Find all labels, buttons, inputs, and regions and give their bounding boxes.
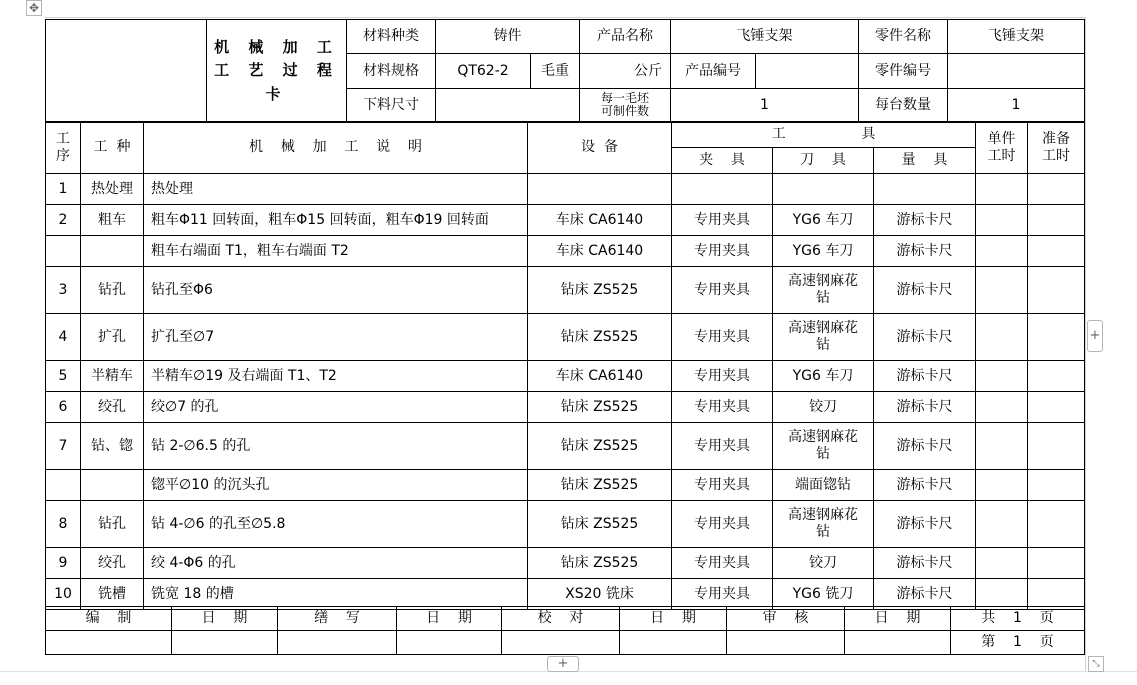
col-header-cutter: 刀 具 — [773, 148, 874, 174]
row-description[interactable]: 绞∅7 的孔 — [144, 392, 528, 423]
row-description[interactable]: 粗车右端面 T1，粗车右端面 T2 — [144, 236, 528, 267]
col-header-gauge: 量 具 — [874, 148, 976, 174]
row-work-type[interactable]: 粗车 — [81, 205, 144, 236]
col-header-seq — [46, 122, 81, 174]
row-gauge[interactable]: 游标卡尺 — [874, 236, 976, 267]
page-edge-top — [45, 17, 1085, 18]
row-fixture[interactable]: 专用夹具 — [672, 267, 773, 314]
row-unit-time[interactable] — [976, 423, 1028, 470]
row-fixture[interactable]: 专用夹具 — [672, 236, 773, 267]
total-pages: 共 1 页 — [951, 607, 1085, 631]
blank-size-label: 下料尺寸 — [347, 88, 436, 122]
material-spec-label: 材料规格 — [347, 54, 436, 88]
table-row — [46, 174, 1085, 205]
col-header-unit-time-line2: 工时 — [987, 147, 1016, 164]
row-cutter[interactable]: YG6 车刀 — [773, 236, 874, 267]
row-unit-time[interactable] — [976, 470, 1028, 501]
row-gauge[interactable]: 游标卡尺 — [874, 579, 976, 610]
row-cutter[interactable] — [773, 174, 874, 205]
row-equipment[interactable]: 车床 CA6140 — [528, 205, 672, 236]
row-prep-time[interactable] — [1028, 236, 1085, 267]
reviewed-label: 审 核 — [727, 607, 845, 631]
row-fixture[interactable]: 专用夹具 — [672, 548, 773, 579]
col-header-unit-time-line1: 单件 — [987, 130, 1016, 147]
row-description[interactable]: 半精车∅19 及右端面 T1、T2 — [144, 361, 528, 392]
row-cutter[interactable] — [773, 423, 874, 470]
row-cutter-line1: 高速钢麻花 — [788, 273, 858, 290]
process-table — [45, 121, 1085, 610]
product-no-value[interactable] — [756, 54, 859, 88]
date-label: 日 期 — [172, 607, 278, 631]
table-row — [46, 579, 1085, 610]
page-number: 第 1 页 — [951, 631, 1085, 655]
row-work-type[interactable]: 钻、锪 — [81, 423, 144, 470]
page-edge-right — [1085, 17, 1086, 672]
row-cutter-line1: 高速钢麻花 — [788, 429, 858, 446]
row-prep-time[interactable] — [1028, 314, 1085, 361]
table-row — [46, 392, 1085, 423]
row-equipment[interactable]: 钻床 ZS525 — [528, 423, 672, 470]
row-prep-time[interactable] — [1028, 205, 1085, 236]
product-name-value[interactable]: 飞锤支架 — [671, 20, 859, 54]
part-name-label: 零件名称 — [859, 20, 948, 54]
row-unit-time[interactable] — [976, 314, 1028, 361]
table-row — [46, 423, 1085, 470]
col-header-fixture: 夹 具 — [672, 148, 773, 174]
card-title — [207, 20, 346, 122]
col-header-unit-time — [976, 122, 1028, 174]
row-description[interactable]: 锪平∅10 的沉头孔 — [144, 470, 528, 501]
row-work-type[interactable]: 扩孔 — [81, 314, 144, 361]
row-fixture[interactable] — [672, 174, 773, 205]
add-row-icon[interactable]: + — [547, 656, 579, 672]
row-description[interactable]: 钻孔至Φ6 — [144, 267, 528, 314]
row-unit-time[interactable] — [976, 205, 1028, 236]
row-unit-time[interactable] — [976, 361, 1028, 392]
date-label: 日 期 — [845, 607, 951, 631]
compiled-label: 编 制 — [46, 607, 172, 631]
row-prep-time[interactable] — [1028, 501, 1085, 548]
row-prep-time[interactable] — [1028, 470, 1085, 501]
row-fixture[interactable]: 专用夹具 — [672, 579, 773, 610]
reviewed-value[interactable] — [727, 631, 845, 655]
row-unit-time[interactable] — [976, 267, 1028, 314]
table-row — [46, 501, 1085, 548]
row-fixture[interactable]: 专用夹具 — [672, 361, 773, 392]
per-blank-label-line1: 每一毛坯 — [601, 90, 650, 105]
signature-table — [45, 606, 1085, 655]
card-title-line2: 工 艺 过 程 卡 — [214, 61, 339, 103]
copied-label: 缮 写 — [278, 607, 397, 631]
table-row — [46, 314, 1085, 361]
part-no-label: 零件编号 — [859, 54, 948, 88]
row-description[interactable]: 扩孔至∅7 — [144, 314, 528, 361]
row-gauge[interactable]: 游标卡尺 — [874, 548, 976, 579]
row-work-type[interactable]: 绞孔 — [81, 392, 144, 423]
blank-size-value[interactable] — [436, 88, 580, 122]
row-fixture[interactable]: 专用夹具 — [672, 470, 773, 501]
row-cutter-line1: 高速钢麻花 — [788, 507, 858, 524]
copied-value[interactable] — [278, 631, 397, 655]
row-seq[interactable] — [46, 236, 81, 267]
row-equipment[interactable]: 车床 CA6140 — [528, 361, 672, 392]
col-header-seq-line1: 工 — [56, 130, 70, 147]
row-seq[interactable] — [46, 470, 81, 501]
header-table — [45, 19, 1085, 123]
table-row — [46, 267, 1085, 314]
row-gauge[interactable]: 游标卡尺 — [874, 314, 976, 361]
row-gauge[interactable]: 游标卡尺 — [874, 501, 976, 548]
table-row — [46, 236, 1085, 267]
row-work-type[interactable]: 钻孔 — [81, 267, 144, 314]
row-fixture[interactable]: 专用夹具 — [672, 501, 773, 548]
row-cutter-line2: 钻 — [816, 524, 830, 540]
gross-weight-unit[interactable]: 公斤 — [580, 54, 671, 88]
row-cutter[interactable]: YG6 车刀 — [773, 205, 874, 236]
row-cutter[interactable] — [773, 501, 874, 548]
row-fixture[interactable]: 专用夹具 — [672, 392, 773, 423]
row-gauge[interactable]: 游标卡尺 — [874, 267, 976, 314]
row-prep-time[interactable] — [1028, 267, 1085, 314]
col-header-prep-time-line2: 工时 — [1042, 147, 1071, 164]
row-work-type[interactable]: 半精车 — [81, 361, 144, 392]
logo-blank-cell — [46, 20, 207, 122]
row-seq[interactable]: 4 — [46, 314, 81, 361]
row-seq[interactable]: 7 — [46, 423, 81, 470]
row-unit-time[interactable] — [976, 174, 1028, 205]
row-gauge[interactable]: 游标卡尺 — [874, 423, 976, 470]
row-seq[interactable]: 8 — [46, 501, 81, 548]
row-fixture[interactable]: 专用夹具 — [672, 423, 773, 470]
row-cutter-line2: 钻 — [816, 290, 830, 306]
per-blank-value[interactable]: 1 — [671, 88, 859, 122]
row-unit-time[interactable] — [976, 548, 1028, 579]
row-prep-time[interactable] — [1028, 174, 1085, 205]
material-type-label: 材料种类 — [347, 20, 436, 54]
col-header-prep-time — [1028, 122, 1085, 174]
row-unit-time[interactable] — [976, 501, 1028, 548]
row-work-type[interactable]: 绞孔 — [81, 548, 144, 579]
row-seq[interactable]: 3 — [46, 267, 81, 314]
row-work-type[interactable] — [81, 236, 144, 267]
row-cutter[interactable]: YG6 铣刀 — [773, 579, 874, 610]
row-work-type[interactable]: 热处理 — [81, 174, 144, 205]
row-prep-time[interactable] — [1028, 423, 1085, 470]
row-prep-time[interactable] — [1028, 361, 1085, 392]
card-title-line1: 机 械 加 工 — [214, 38, 339, 57]
row-prep-time[interactable] — [1028, 392, 1085, 423]
row-cutter-line1: 高速钢麻花 — [788, 320, 858, 337]
row-description[interactable]: 粗车Φ11 回转面，粗车Φ15 回转面，粗车Φ19 回转面 — [144, 205, 528, 236]
material-spec-value[interactable]: QT62-2 — [436, 54, 531, 88]
date-value[interactable] — [172, 631, 278, 655]
row-description[interactable]: 热处理 — [144, 174, 528, 205]
row-equipment[interactable]: 钻床 ZS525 — [528, 314, 672, 361]
table-row — [46, 548, 1085, 579]
table-row — [46, 361, 1085, 392]
material-type-value[interactable]: 铸件 — [436, 20, 580, 54]
row-equipment[interactable]: 钻床 ZS525 — [528, 548, 672, 579]
row-equipment[interactable] — [528, 174, 672, 205]
row-gauge[interactable] — [874, 174, 976, 205]
row-cutter[interactable]: 端面锪钻 — [773, 470, 874, 501]
per-unit-label: 每台数量 — [859, 88, 948, 122]
row-equipment[interactable]: 钻床 ZS525 — [528, 470, 672, 501]
checked-value[interactable] — [502, 631, 620, 655]
row-seq[interactable]: 9 — [46, 548, 81, 579]
date-label: 日 期 — [397, 607, 502, 631]
row-work-type[interactable]: 钻孔 — [81, 501, 144, 548]
table-row — [46, 470, 1085, 501]
row-equipment[interactable]: 钻床 ZS525 — [528, 392, 672, 423]
col-header-seq-line2: 序 — [56, 147, 70, 164]
date-value[interactable] — [620, 631, 727, 655]
checked-label: 校 对 — [502, 607, 620, 631]
date-label: 日 期 — [620, 607, 727, 631]
add-column-icon[interactable]: + — [1087, 320, 1103, 352]
row-seq[interactable]: 1 — [46, 174, 81, 205]
table-move-handle-icon[interactable]: ✥ — [26, 0, 42, 16]
product-no-label: 产品编号 — [671, 54, 756, 88]
row-equipment[interactable]: XS20 铣床 — [528, 579, 672, 610]
row-gauge[interactable]: 游标卡尺 — [874, 470, 976, 501]
row-cutter[interactable]: YG6 车刀 — [773, 361, 874, 392]
date-value[interactable] — [397, 631, 502, 655]
row-cutter-line2: 钻 — [816, 446, 830, 462]
row-cutter[interactable]: 铰刀 — [773, 548, 874, 579]
gross-weight-label: 毛重 — [531, 54, 580, 88]
row-equipment[interactable]: 车床 CA6140 — [528, 236, 672, 267]
row-cutter[interactable]: 铰刀 — [773, 392, 874, 423]
row-unit-time[interactable] — [976, 579, 1028, 610]
row-seq[interactable]: 5 — [46, 361, 81, 392]
col-header-work-type: 工 种 — [81, 122, 144, 174]
row-cutter[interactable] — [773, 267, 874, 314]
row-fixture[interactable]: 专用夹具 — [672, 205, 773, 236]
row-prep-time[interactable] — [1028, 579, 1085, 610]
col-header-prep-time-line1: 准备 — [1042, 130, 1071, 147]
per-blank-label — [580, 88, 671, 122]
table-row — [46, 205, 1085, 236]
row-description[interactable]: 铣宽 18 的槽 — [144, 579, 528, 610]
per-unit-value[interactable]: 1 — [948, 88, 1085, 122]
part-name-value[interactable]: 飞锤支架 — [948, 20, 1085, 54]
compiled-value[interactable] — [46, 631, 172, 655]
row-description[interactable]: 钻 4-∅6 的孔至∅5.8 — [144, 501, 528, 548]
row-gauge[interactable]: 游标卡尺 — [874, 361, 976, 392]
row-fixture[interactable]: 专用夹具 — [672, 314, 773, 361]
row-unit-time[interactable] — [976, 236, 1028, 267]
table-resize-icon[interactable]: ⤡ — [1088, 656, 1104, 672]
row-seq[interactable]: 6 — [46, 392, 81, 423]
row-cutter[interactable] — [773, 314, 874, 361]
row-unit-time[interactable] — [976, 392, 1028, 423]
row-gauge[interactable]: 游标卡尺 — [874, 392, 976, 423]
row-seq[interactable]: 10 — [46, 579, 81, 610]
row-cutter-line2: 钻 — [816, 337, 830, 353]
part-no-value[interactable] — [948, 54, 1085, 88]
row-prep-time[interactable] — [1028, 548, 1085, 579]
col-header-tooling: 工 具 — [672, 122, 976, 148]
row-equipment[interactable]: 钻床 ZS525 — [528, 501, 672, 548]
row-description[interactable]: 钻 2-∅6.5 的孔 — [144, 423, 528, 470]
row-equipment[interactable]: 钻床 ZS525 — [528, 267, 672, 314]
col-header-description: 机 械 加 工 说 明 — [144, 122, 528, 174]
row-work-type[interactable] — [81, 470, 144, 501]
col-header-equipment: 设 备 — [528, 122, 672, 174]
date-value[interactable] — [845, 631, 951, 655]
row-work-type[interactable]: 铣槽 — [81, 579, 144, 610]
row-description[interactable]: 绞 4-Φ6 的孔 — [144, 548, 528, 579]
per-blank-label-line2: 可制件数 — [601, 104, 650, 119]
row-seq[interactable]: 2 — [46, 205, 81, 236]
product-name-label: 产品名称 — [580, 20, 671, 54]
row-gauge[interactable]: 游标卡尺 — [874, 205, 976, 236]
